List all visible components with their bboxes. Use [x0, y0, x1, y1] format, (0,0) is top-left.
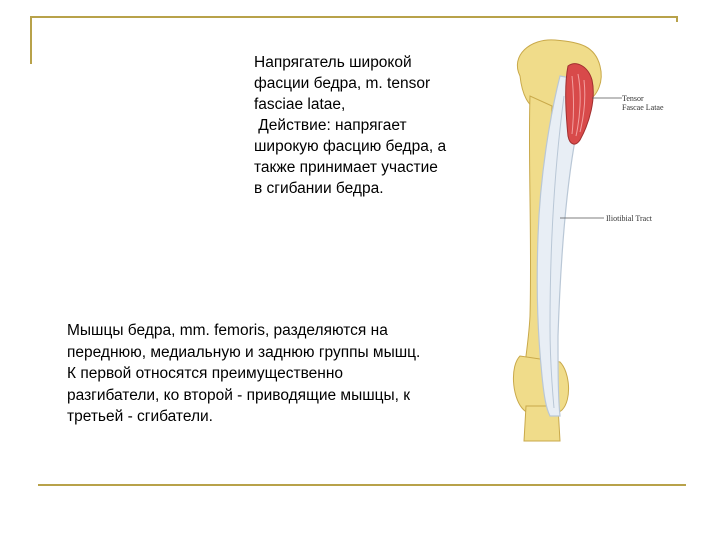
left-rule: [30, 16, 32, 64]
paragraph-line: переднюю, медиальную и заднюю группы мышц.: [67, 343, 421, 361]
tensor-label: [622, 94, 664, 112]
right-rule: [676, 16, 678, 22]
description-line: фасции бедра, m. tensor: [254, 75, 431, 92]
bottom-rule: [38, 484, 686, 486]
tract-label: [606, 214, 652, 223]
thigh-anatomy-illustration: [500, 36, 690, 446]
description-line: Действие: напрягает: [254, 117, 407, 134]
description-line: Напрягатель широкой: [254, 54, 412, 71]
description-line: также принимает участие: [254, 159, 438, 176]
paragraph-line: Мышцы бедра, mm. femoris, разделяются на: [67, 322, 388, 339]
tract-label-text: Iliotibial Tract: [606, 214, 652, 223]
description-line: широкую фасцию бедра, а: [254, 138, 447, 155]
paragraph-line: третьей - сгибатели.: [67, 408, 213, 425]
tensor-fasciae-latae-muscle: [566, 64, 594, 144]
top-rule: [30, 16, 678, 18]
paragraph-line: К первой относятся преимущественно: [67, 365, 344, 382]
paragraph-line: разгибатели, ко второй - приводящие мышцы, к: [67, 386, 411, 404]
thigh-muscles-paragraph: [67, 320, 497, 428]
tensor-label-line1: Tensor: [622, 94, 644, 103]
description-line: в сгибании бедра.: [254, 180, 384, 197]
tensor-label-line2: Fascae Latae: [622, 103, 664, 112]
description-line: fasciae latae,: [254, 96, 346, 113]
muscle-description: [254, 52, 490, 199]
